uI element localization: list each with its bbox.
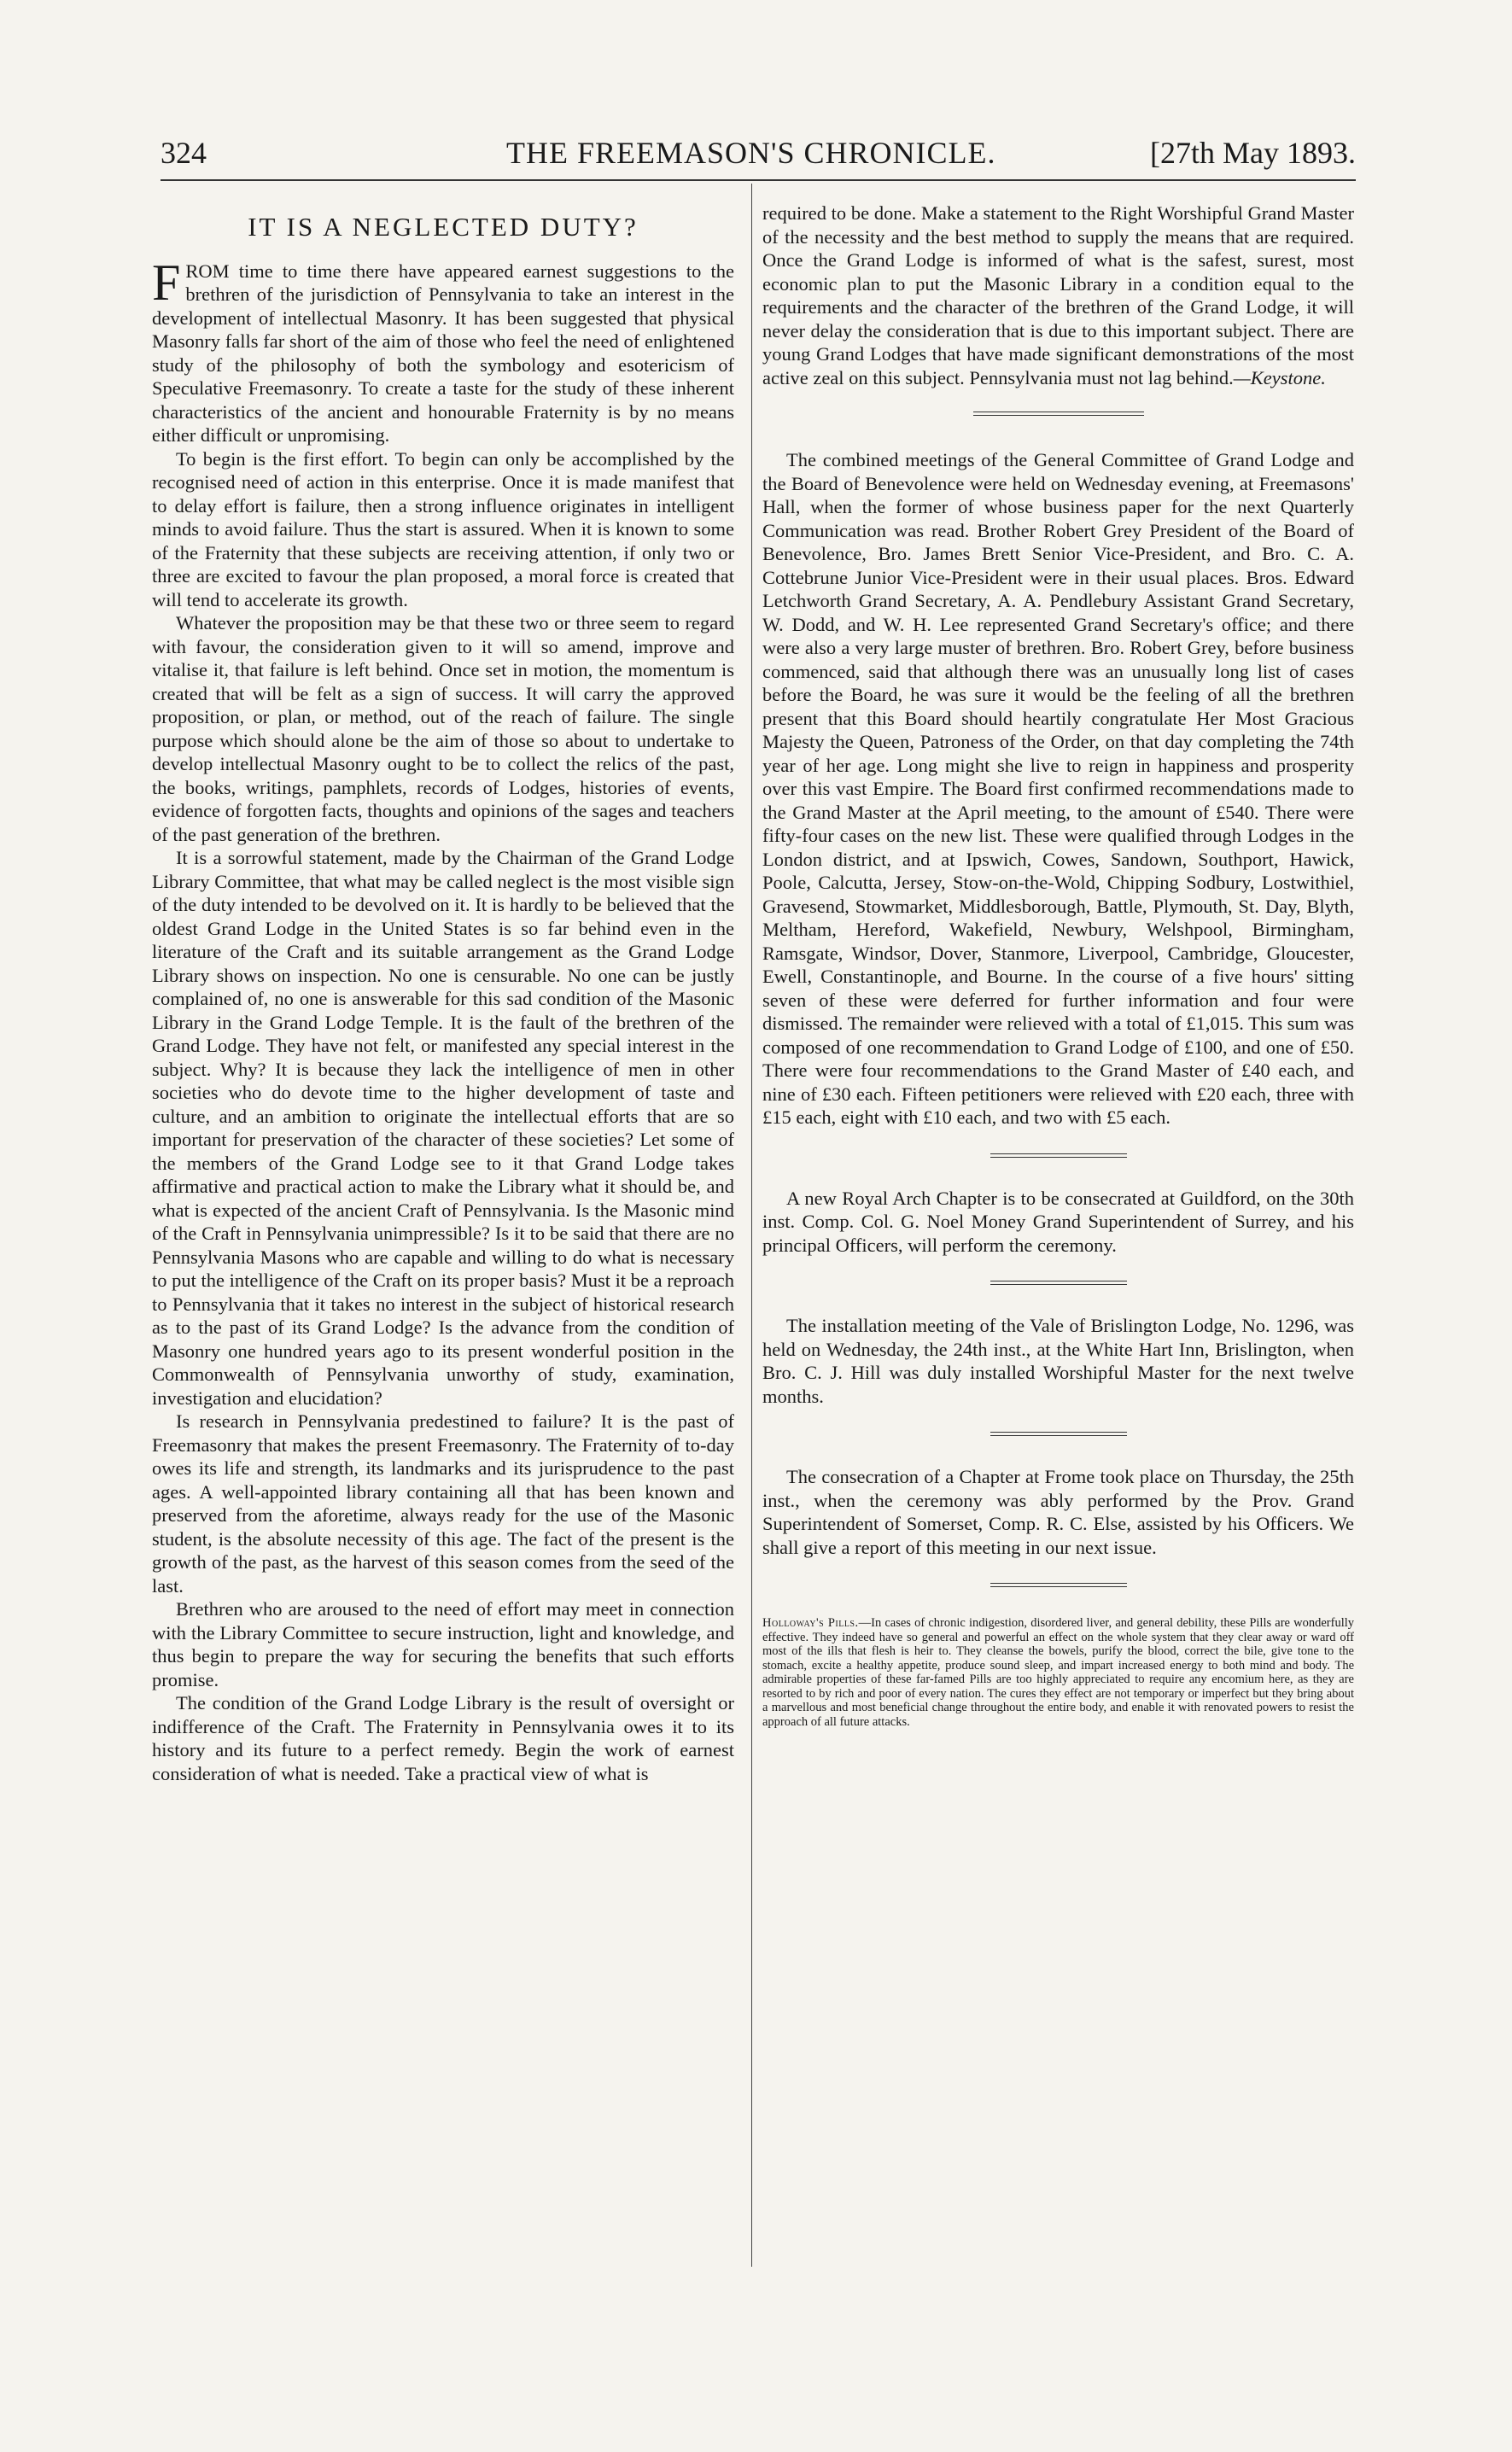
section-separator bbox=[973, 412, 1144, 416]
advertisement-body: —In cases of chronic indigestion, disordered liver, and general debility, these Pills are wonderfully effective. They indeed have so general and powerful an effect on the whole system that they clear away or ward off most of the ills that flesh is heir to. They cleanse the bowels, purify the blood, correct the bile, give tone to the stomach, excite a healthy appetite, produce sound sleep, and impart increased energy to both mind and body. The admirable properties of these far-famed Pills are too highly appreciated to require any encomium here, as they are resorted to by rich and poor of every nation. The cures they effect are not temporary or imperfect but they bring about a marvellous and most beneficial change throughout the entire body, and enable it with renovated powers to resist the approach of all future attacks. bbox=[762, 1616, 1354, 1729]
right-column bbox=[762, 201, 1354, 1729]
section-separator bbox=[990, 1281, 1127, 1285]
section-separator bbox=[990, 1432, 1127, 1436]
article-continuation: required to be done. Make a statement to the Right Worshipful Grand Master of the necessity and the best method to supply the means that are required. Once the Grand Lodge is informed of what is the safest, surest, most economic plan to put the Masonic Library in a condition equal to the requirements and the character of the brethren of the Grand Lodge, it will never delay the consideration that is due to this important subject. There are young Grand Lodges that have made significant demonstrations of the most active zeal on this subject. Pennsylvania must not lag behind.—Keystone. bbox=[762, 202, 1354, 388]
article-title: IT IS A NEGLECTED DUTY? bbox=[248, 212, 639, 242]
news-item: The installation meeting of the Vale of Brislington Lodge, No. 1296, was held on Wednesday, the 24th inst., at the White Hart Inn, Brislington, when Bro. C. J. Hill was duly installed Worshipful Master for the next twelve months. bbox=[762, 1315, 1354, 1407]
section-separator bbox=[990, 1153, 1127, 1158]
article-paragraph: Is research in Pennsylvania predestined to failure? It is the past of Freemasonry that makes the present Freemasonry. The Fraternity of to-day owes its life and strength, its landmarks and its jurisprudence to the past ages. A well-appointed library containing all that has been known and preserved from the aforetime, always ready for the use of the Masonic student, is the absolute necessity of this age. The fact of the present is the growth of the past, as the harvest of this season comes from the seed of the last. bbox=[152, 1410, 734, 1597]
issue-date: [27th May 1893. bbox=[1150, 136, 1356, 170]
article-paragraph: To begin is the first effort. To begin can only be accomplished by the recognised need of action in this enterprise. Once it is made manifest that to delay effort is failure, then a strong influence originates in intelligent minds to avoid failure. Thus the start is assured. When it is known to some of the Fraternity that these subjects are receiving attention, if only two or three are excited to favour the plan proposed, a moral force is created that will tend to accelerate its growth. bbox=[152, 447, 734, 610]
page-number: 324 bbox=[161, 136, 207, 170]
column-divider bbox=[751, 184, 752, 2267]
news-item: The combined meetings of the General Committee of Grand Lodge and the Board of Benevolence were held on Wednesday evening, at Freemasons' Hall, when the former of whose business paper for the next Quarterly Communication was read. Brother Robert Grey President of the Board of Benevolence, Bro. James Brett Senior Vice-President, and Bro. C. A. Cottebrune Junior Vice-President were in their usual places. Bros. Edward Letchworth Grand Secretary, A. A. Pendlebury Assistant Grand Secretary, W. Dodd, and W. H. Lee represented Grand Secretary's office; and there were also a very large muster of brethren. Bro. Robert Grey, before business commenced, said that although there was an unusually long list of cases before the Board, he was sure it would be the feeling of all the brethren present that this Board should heartily congratulate Her Most Gracious Majesty the Queen, Patroness of the Order, on that day completing the 74th year of her age. Long might she live to reign in happiness and prosperity over this vast Empire. The Board first confirmed recommendations made to the Grand Master at the April meeting, to the amount of £540. There were fifty-four cases on the new list. These were qualified through Lodges in the London district, and at Ipswich, Cowes, Sandown, Southport, Hawick, Poole, Calcutta, Jersey, Stow-on-the-Wold, Chipping Sodbury, Lostwithiel, Gravesend, Stowmarket, Middlesborough, Battle, Plymouth, St. Day, Blyth, Meltham, Hereford, Wakefield, Newbury, Welshpool, Birmingham, Ramsgate, Windsor, Dover, Stanmore, Liverpool, Cambridge, Gloucester, Ewell, Constantinople, and Bourne. In the course of a five hours' sitting seven of these were deferred for further information and four were dismissed. The remainder were relieved with a total of £1,015. This sum was composed of one recommendation to Grand Lodge of £100, and one of £50. There were four recommendations to the Grand Master of £40 each, and nine of £30 each. Fifteen petitioners were relieved with £20 each, three with £15 each, eight with £10 each, and two with £5 each. bbox=[762, 449, 1354, 1128]
left-column bbox=[152, 212, 734, 1785]
news-item: The consecration of a Chapter at Frome took place on Thursday, the 25th inst., when the ceremony was ably performed by the Prov. Grand Superintendent of Somerset, Comp. R. C. Else, assisted by his Officers. We shall give a report of this meeting in our next issue. bbox=[762, 1466, 1354, 1558]
article-paragraph: Brethren who are aroused to the need of effort may meet in connection with the Library Committee to secure instruction, light and knowledge, and thus begin to prepare the way for securing the benefits that such efforts promise. bbox=[152, 1598, 734, 1690]
drop-cap: F bbox=[152, 254, 181, 311]
advertisement-heading: Holloway's Pills. bbox=[762, 1616, 859, 1630]
article-paragraph: FROM time to time there have appeared earnest suggestions to the brethren of the jurisdiction of Pennsylvania to take an interest in the development of intellectual Masonry. It has been suggested that physical Masonry falls far short of the aim of those who feel the need of enlightened study of the philosophy of both the symbology and esotericism of Speculative Freemasonry. To create a taste for the study of these inherent characteristics of the ancient and honourable Fraternity is by no means either difficult or unpromising. bbox=[152, 254, 734, 446]
article-paragraph: Whatever the proposition may be that these two or three seem to regard with favour, the consideration given to it will so amend, improve and vitalise it, that failure is left behind. Once set in motion, the momentum is created that will be felt as a sign of success. It will carry the approved proposition, or plan, or method, out of the reach of failure. The single purpose which should alone be the aim of those so about to undertake to develop intellectual Masonry ought to be to collect the relics of the past, the books, writings, pamphlets, records of Lodges, histories of events, evidence of forgotten facts, thoughts and opinions of the sages and teachers of the past generation of the brethren. bbox=[152, 612, 734, 845]
page-header bbox=[161, 135, 1356, 186]
section-separator bbox=[990, 1583, 1127, 1587]
publication-title: THE FREEMASON'S CHRONICLE. bbox=[506, 136, 996, 170]
article-paragraph: The condition of the Grand Lodge Library is the result of oversight or indifference of the Craft. The Fraternity in Pennsylvania owes it to its history and its future to a perfect remedy. Begin the work of earnest consideration of what is needed. Take a practical view of what is bbox=[152, 1692, 734, 1784]
header-rule bbox=[161, 179, 1356, 181]
advertisement bbox=[762, 1616, 1354, 1729]
article-paragraph: It is a sorrowful statement, made by the Chairman of the Grand Lodge Library Committee, that what may be called neglect is the most visible sign of the duty intended to be devolved on it. It is hardly to be believed that the oldest Grand Lodge in the United States is so far behind even in the literature of the Craft and its suitable arrangement as the Grand Lodge Library shows on inspection. No one is censurable. No one can be justly complained of, no one is answerable for this sad condition of the Masonic Library in the Grand Lodge Temple. It is the fault of the brethren of the Grand Lodge. They have not felt, or manifested any special interest in the subject. Why? It is because they lack the intelligence of men in other societies who do devote time to the higher development of taste and culture, and an ambition to originate the intellectual efforts that are so important for preservation of the character of these societies? Let some of the members of the Grand Lodge see to it that Grand Lodge takes affirmative and practical action to make the Library what it should be, and what is expected of the ancient Craft of Pennsylvania. Is the Masonic mind of the Craft in Pennsylvania unimpressible? Is it to be said that there are no Pennsylvania Masons who are capable and willing to do what is necessary to put the intelligence of the Craft on its proper basis? Must it be a reproach to Pennsylvania that it takes no interest in the subject of historical research as to the past of its Grand Lodge? Is the advance from the condition of Masonry one hundred years ago to its present wonderful position in the Commonwealth of Pennsylvania unworthy of study, examination, investigation and elucidation? bbox=[152, 847, 734, 1409]
article-source: —Keystone. bbox=[1233, 366, 1326, 388]
news-item: A new Royal Arch Chapter is to be consecrated at Guildford, on the 30th inst. Comp. Col. G. Noel Money Grand Superintendent of Surrey, and his principal Officers, will perform the ceremony. bbox=[762, 1187, 1354, 1256]
